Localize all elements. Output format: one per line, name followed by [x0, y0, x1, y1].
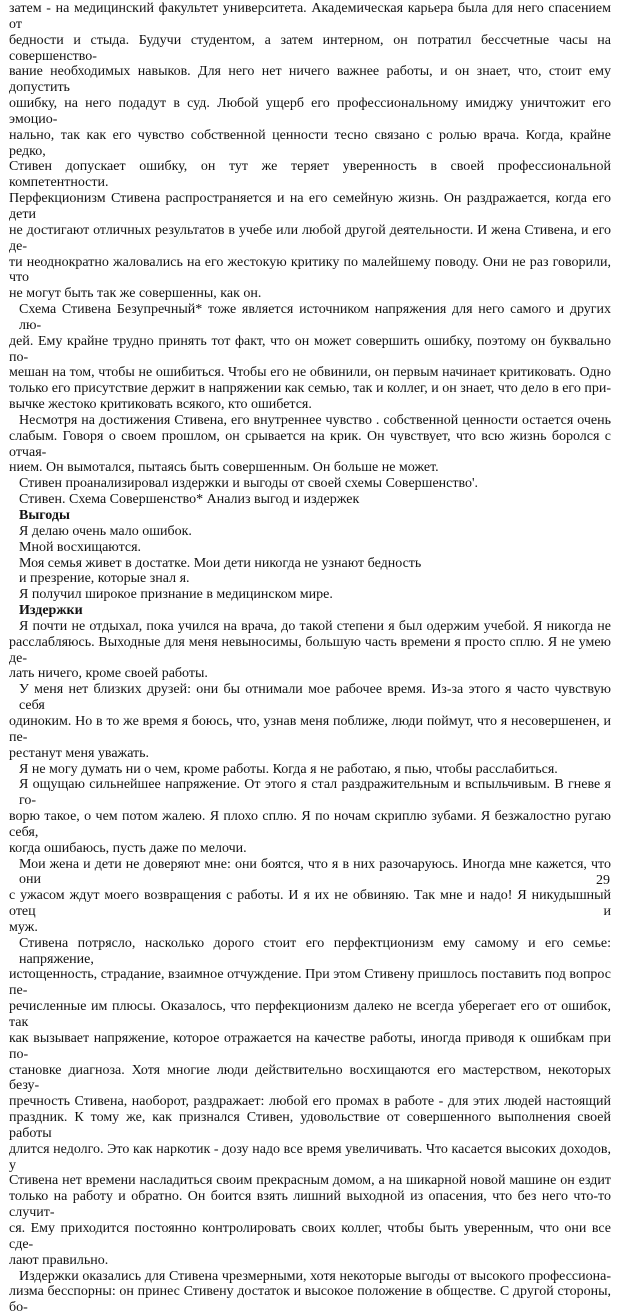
- text-line: затем - на медицинский факультет университета. Академическая карьера была для него спасением от: [9, 1, 611, 32]
- text-line: расслабляюсь. Выходные для меня невыносимы, большую часть времени я просто сплю. Я не умею де-: [9, 634, 611, 666]
- text-line: Стивена потрясло, насколько дорого стоит его перфектционизм ему самому и его семье: напряжение,: [19, 935, 611, 967]
- text-line: вание необходимых навыков. Для него нет ничего важнее работы, и он знает, что, стоит ему допустить: [9, 64, 611, 96]
- text-line: мешан на том, чтобы не ошибиться. Чтобы его не обвинили, он первым начинает критиковать. Одно: [9, 365, 611, 381]
- text-line: Я не могу думать ни о чем, кроме работы. Когда я не работаю, я пью, чтобы расслабиться.: [19, 761, 558, 777]
- text-line: ошибку, на него подадут в суд. Любой ущерб его профессиональному имиджу уничтожит его эмоцио-: [9, 96, 611, 127]
- text-line: Перфекционизм Стивена распространяется и на его семейную жизнь. Он раздражается, когда его дети: [9, 191, 611, 222]
- text-line: Стивен проанализировал издержки и выгоды от своей схемы Совершенство'.: [19, 476, 479, 492]
- text-line: Я ощущаю сильнейшее напряжение. От этого я стал раздражительным и вспыльчивым. В гневе я го-: [19, 777, 611, 809]
- text-line: бедности и стыда. Будучи студентом, а затем интерном, он потратил бессчетные часы на совершенство-: [9, 32, 611, 64]
- text-line: когда ошибаюсь, пусть даже по мелочи.: [9, 840, 247, 856]
- page-number: 29: [596, 873, 610, 888]
- text-line: муж.: [9, 919, 38, 935]
- text-line: Моя семья живет в достатке. Мои дети никогда не узнают бедность: [19, 555, 422, 571]
- section-heading: Выгоды: [19, 508, 70, 523]
- text-line: дей. Ему крайне трудно принять тот факт, что он может совершить ошибку, поэтому он буквально по-: [9, 333, 611, 365]
- text-line: нием. Он вымотался, пытаясь быть совершенным. Он больше не может.: [9, 460, 439, 476]
- text-line: ти неоднократно жаловались на его жестокую критику по малейшему поводу. Они не раз говорили, что: [9, 254, 611, 286]
- text-line: длится недолго. Это как наркотик - дозу надо все время увеличивать. Что касается высоких доходов, у: [9, 1141, 611, 1173]
- text-line: слабым. Говоря о своем прошлом, он срывается на крик. Он чувствует, что всю жизнь боролся с отчая-: [9, 428, 611, 460]
- text-line: становке диагноза. Хотя многие люди действительно восхищаются его мастерством, некоторых безу-: [9, 1062, 611, 1094]
- text-line: только на работу и обратно. Он боится взять лишний выходной из опасения, что без него что-то случит-: [9, 1189, 611, 1221]
- text-line: У меня нет близких друзей: они бы отнимали мое рабочее время. Из-за этого я часто чувствую себя: [19, 682, 611, 714]
- text-line: одиноким. Но в то же время я боюсь, что, узнав меня поближе, люди поймут, что я несовершенен, и пе-: [9, 713, 611, 745]
- text-line: Издержки оказались для Стивена чрезмерными, хотя некоторые выгоды от высокого профессиона-: [19, 1268, 611, 1284]
- section-heading: Издержки: [19, 603, 83, 619]
- text-line: Стивен. Схема Совершенство* Анализ выгод и издержек: [19, 492, 360, 508]
- text-line: Стивена нет времени насладиться своим прекрасным домом, а на шикарной новой машине он ездит: [9, 1173, 611, 1189]
- text-line: Я почти не отдыхал, пока учился на врача, до такой степени я был одержим учебой. Я никогда не: [19, 618, 611, 634]
- text-line: вычке жестоко критиковать всякого, кто ошибется.: [9, 397, 312, 413]
- text-line: пречность Стивена, наоборот, раздражает: любой его промах в работе - для этих людей настоящий: [9, 1094, 611, 1110]
- text-line: Несмотря на достижения Стивена, его внутреннее чувство . собственной ценности остается очень: [19, 412, 611, 428]
- text-line: не могут быть так же совершенны, как он.: [9, 286, 262, 302]
- text-line: Стивен допускает ошибку, он тут же теряет уверенность в своей профессиональной компетентности.: [9, 159, 611, 191]
- text-line: не достигают отличных результатов в учебе или любой другой деятельности. И жена Стивена, и его де-: [9, 222, 611, 254]
- text-line: нально, так как его чувство собственной ценности тесно связано с ролью врача. Когда, крайне редко,: [9, 127, 611, 159]
- text-line: Мои жена и дети не доверяют мне: они боятся, что я в них разочаруюсь. Иногда мне кажется, что они: [19, 856, 611, 888]
- text-line: рестанут меня уважать.: [9, 745, 150, 761]
- text-line: Я делаю очень мало ошибок.: [19, 523, 192, 539]
- text-line: ся. Ему приходится постоянно контролировать своих коллег, чтобы быть уверенным, что они все сде-: [9, 1220, 611, 1252]
- text-line: лают правильно.: [9, 1252, 109, 1268]
- text-line: лизма бесспорны: он принес Стивену достаток и высокое положение в обществе. С другой стороны, бо-: [9, 1284, 611, 1316]
- text-line: праздник. К тому же, как признался Стивен, удовольствие от совершенного выполнения своей работы: [9, 1110, 611, 1141]
- text-line: только его присутствие держит в напряжении как семью, так и коллег, и он знает, что дело в его при-: [9, 381, 611, 397]
- text-line: ворю такое, о чем потом жалею. Я плохо сплю. Я по ночам скриплю зубами. Я безжалостно ругаю себя,: [9, 809, 611, 840]
- body-text: [9, 1, 611, 1316]
- text-line: лать ничего, кроме своей работы.: [9, 666, 208, 682]
- text-line: Мной восхищаются.: [19, 539, 142, 555]
- text-line: как вызывает напряжение, которое отражается на качестве работы, иногда приводя к ошибкам при по-: [9, 1030, 611, 1062]
- text-line: с ужасом ждут моего возвращения с работы. И я их не обвиняю. Так мне и надо! Я никудышный отец и: [9, 888, 611, 920]
- text-line: Схема Стивена Безупречный* тоже является источником напряжения для него самого и других лю-: [19, 302, 611, 333]
- text-line: Я получил широкое признание в медицинском мире.: [19, 587, 333, 603]
- text-line: речисленные им плюсы. Оказалось, что перфекционизм далеко не всегда уберегает его от ошибок, так: [9, 999, 611, 1030]
- text-line: и презрение, которые знал я.: [19, 571, 190, 587]
- text-line: истощенность, страдание, взаимное отчуждение. При этом Стивену пришлось поставить под вопрос пе-: [9, 967, 611, 999]
